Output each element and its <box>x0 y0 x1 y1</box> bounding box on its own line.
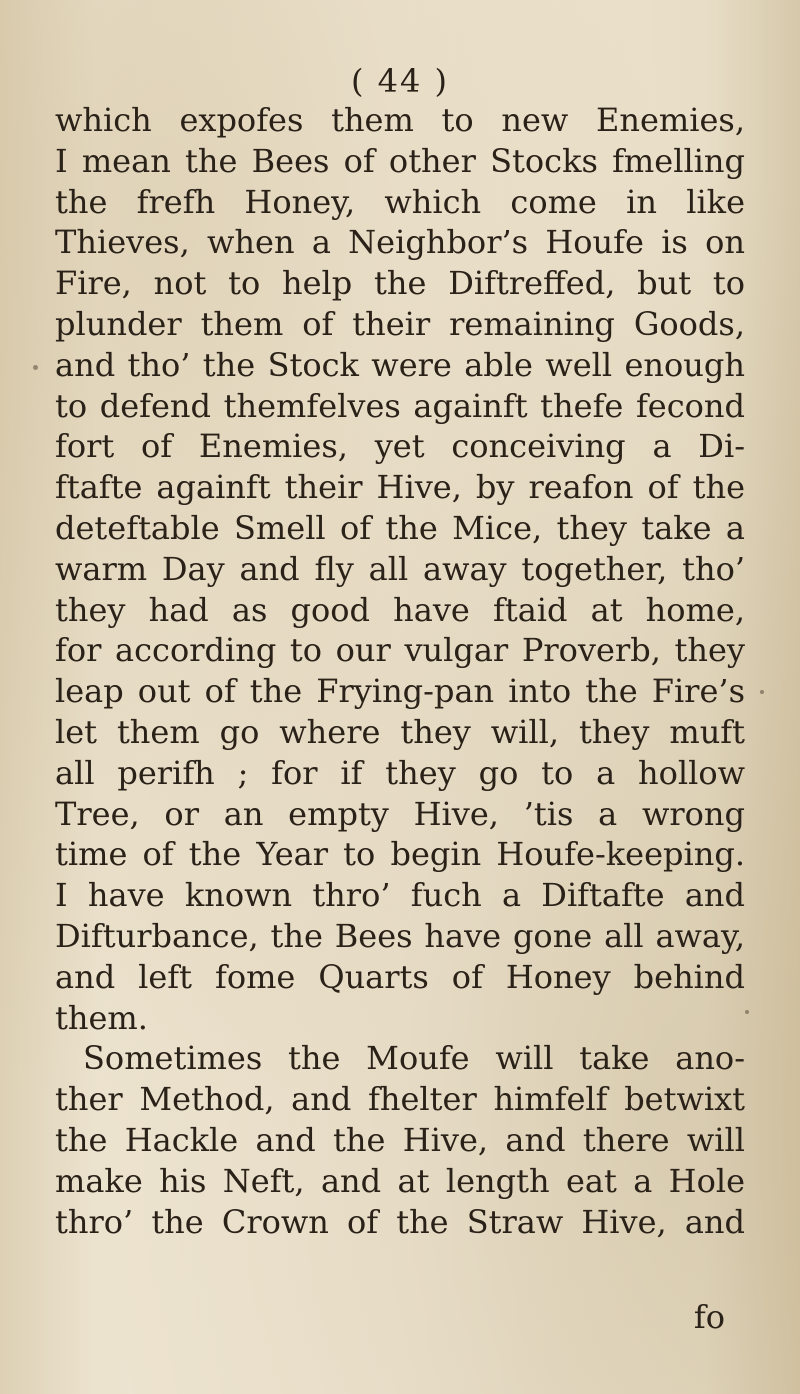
ink-speck <box>760 690 764 694</box>
text-line: and tho’ the Stock were able well enough <box>55 345 745 384</box>
text-line: Fire, not to help the Diftreffed, but to <box>55 264 745 303</box>
text-line: ther Method, and fhelter himfelf betwixt <box>55 1080 745 1119</box>
text-line: Difturbance, the Bees have gone all away, <box>55 916 745 955</box>
text-line: I have known thro’ fuch a Diftafte and <box>55 876 745 915</box>
text-line: they had as good have ftaid at home, <box>55 590 745 629</box>
text-line: to defend themfelves againft thefe fecond <box>55 386 745 425</box>
text-line: let them go where they will, they muft <box>55 712 745 751</box>
text-line: ftafte againft their Hive, by reafon of the <box>55 468 745 507</box>
text-line: plunder them of their remaining Goods, <box>55 304 745 343</box>
text-line: warm Day and fly all away together, tho’ <box>55 549 745 588</box>
text-line: thro’ the Crown of the Straw Hive, and <box>55 1202 745 1241</box>
text-line: which expofes them to new Enemies, <box>55 101 745 139</box>
text-line: Sometimes the Moufe will take ano- <box>83 1039 745 1078</box>
text-line: the Hackle and the Hive, and there will <box>55 1120 745 1159</box>
text-line: the frefh Honey, which come in like <box>55 182 745 221</box>
ink-speck <box>745 1010 749 1014</box>
text-line: time of the Year to begin Houfe-keeping. <box>55 835 745 874</box>
ink-speck <box>33 365 38 370</box>
text-line: make his Neft, and at length eat a Hole <box>55 1161 745 1200</box>
text-line: Thieves, when a Neighbor’s Houfe is on <box>55 223 745 262</box>
page-number: ( 44 ) <box>350 62 450 100</box>
text-line: for according to our vulgar Proverb, they <box>55 631 745 670</box>
text-line: fort of Enemies, yet conceiving a Di- <box>55 427 745 466</box>
text-line: Tree, or an empty Hive, ’tis a wrong <box>55 794 745 833</box>
text-line: I mean the Bees of other Stocks fmelling <box>55 141 745 180</box>
text-line: deteftable Smell of the Mice, they take a <box>55 508 745 547</box>
text-line: all perifh ; for if they go to a hollow <box>55 753 745 792</box>
text-line: leap out of the Frying-pan into the Fire’s <box>55 672 745 711</box>
body-text <box>55 100 745 1242</box>
text-line: and left fome Quarts of Honey behind <box>55 957 745 996</box>
text-line: them. <box>55 998 148 1037</box>
catchword: fo <box>693 1298 725 1336</box>
